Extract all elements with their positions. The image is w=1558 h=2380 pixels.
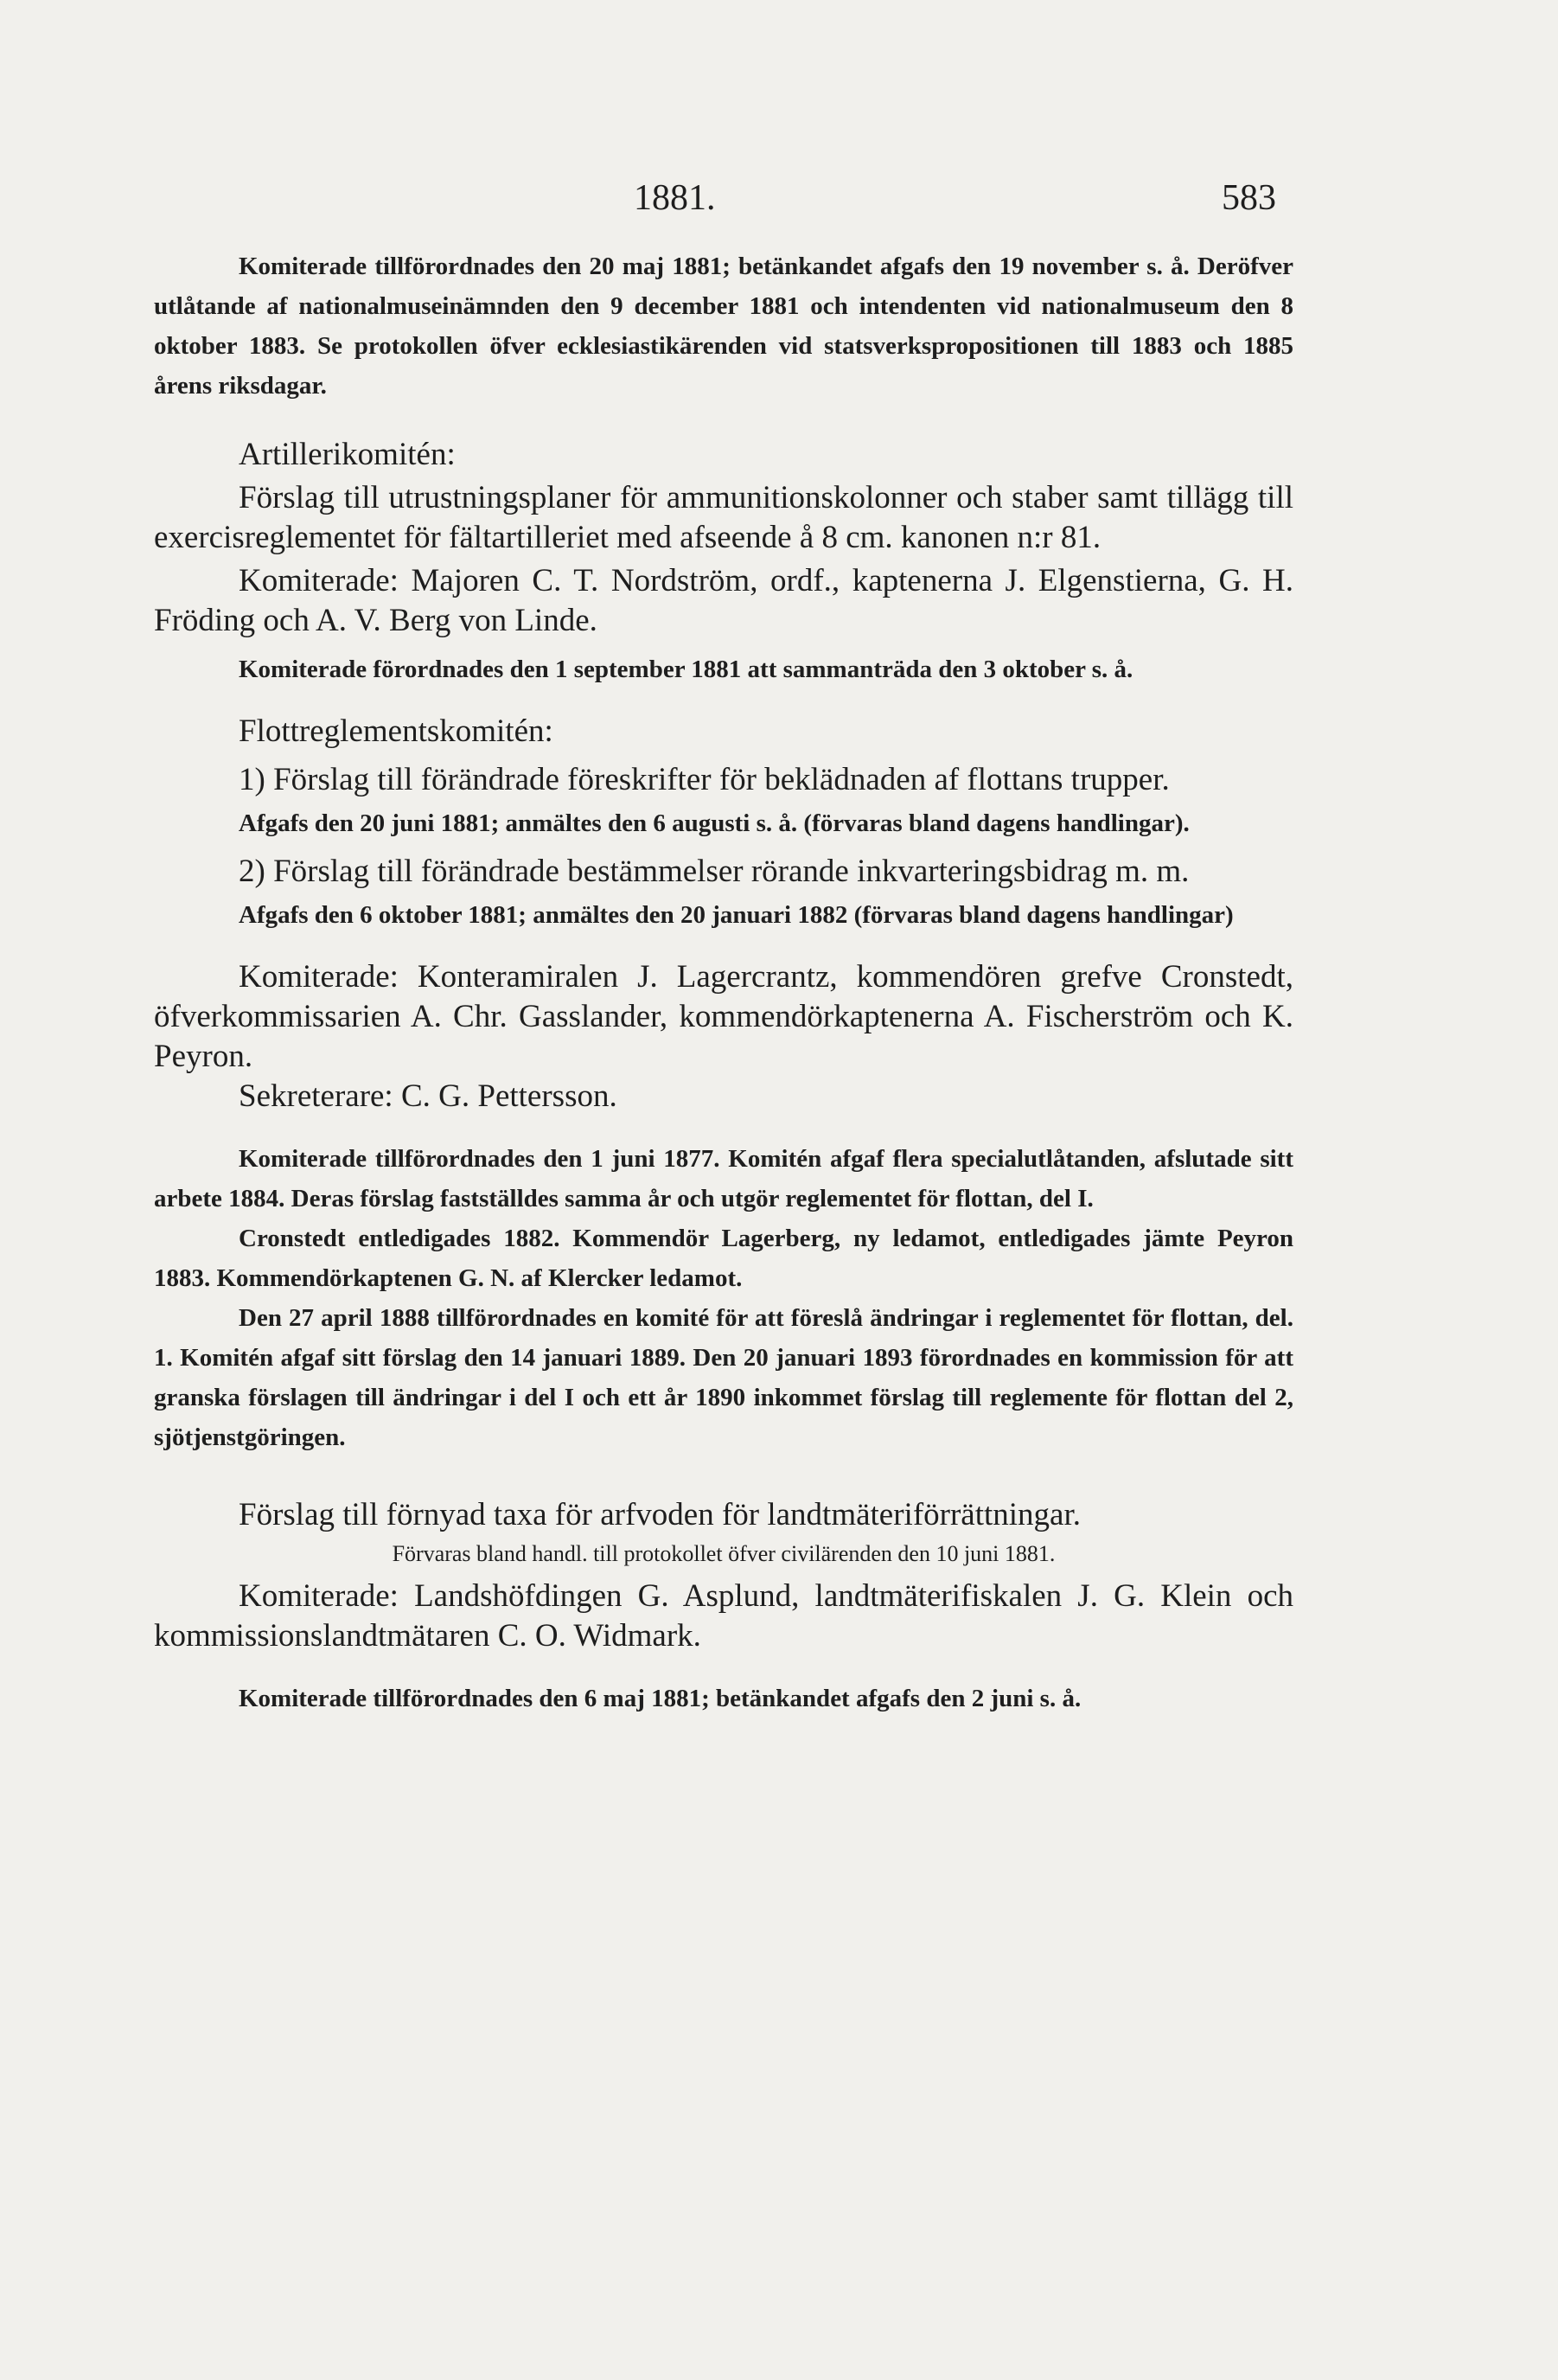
running-header <box>154 177 1293 246</box>
members-land-survey: Komiterade: Landshöfdingen G. Asplund, landtmäterifiskalen J. G. Klein och kommissionslandtmätaren C. O. Widmark. <box>154 1578 1293 1654</box>
secretary-flottreglementskomiten: Sekreterare: C. G. Pettersson. <box>239 1078 617 1114</box>
note-flottreglementskomiten-1: Komiterade tillförordnades den 1 juni 1877. Komitén afgaf flera specialutlåtanden, afslutade sitt arbete 1884. Deras förslag fastställdes samma år och utgör reglementet för flottan, del I. <box>154 1145 1293 1212</box>
note-land-survey: Komiterade tillförordnades den 6 maj 1881; betänkandet afgafs den 2 juni s. å. <box>239 1685 1082 1712</box>
note-artillerikomiten: Komiterade förordnades den 1 september 1881 att sammanträda den 3 oktober s. å. <box>239 656 1133 683</box>
committee-heading-artillerikomiten: Artillerikomitén: <box>239 437 456 472</box>
note-flottreglementskomiten-3: Den 27 april 1888 tillförordnades en komité för att föreslå ändringar i reglementet för flottan, del. 1. Komitén afgaf sitt förslag den 14 januari 1889. Den 20 januari 1893 förordnades en kommission för att granska förslagen till ändringar i del I och ett år 1890 inkommet förslag till reglemente för flottan del 2, sjötjenstgöringen. <box>154 1304 1293 1451</box>
note-uniforms: Afgafs den 20 juni 1881; anmältes den 6 augusti s. å. (förvaras bland dagens handlingar). <box>239 809 1190 837</box>
note-quartering: Afgafs den 6 oktober 1881; anmältes den 20 januari 1882 (förvaras bland dagens handlingar) <box>239 901 1234 929</box>
proposal-uniforms: 1) Förslag till förändrade föreskrifter för beklädnaden af flottans trupper. <box>239 762 1170 797</box>
committee-heading-flottreglementskomiten: Flottreglementskomitén: <box>239 713 553 749</box>
page-number: 583 <box>1222 178 1276 218</box>
members-artillerikomiten: Komiterade: Majoren C. T. Nordström, ordf., kaptenerna J. Elgenstierna, G. H. Fröding och A. V. Berg von Linde. <box>154 563 1293 638</box>
note-flottreglementskomiten-2: Cronstedt entledigades 1882. Kommendör Lagerberg, ny ledamot, entledigades jämte Peyron 1883. Kommendörkaptenen G. N. af Klercker ledamot. <box>154 1225 1293 1292</box>
proposal-ammunition: Förslag till utrustningsplaner för ammunitionskolonner och staber samt tillägg till exercisreglementet för fältartilleriet med afseende å 8 cm. kanonen n:r 81. <box>154 480 1293 555</box>
archive-note-land-survey: Förvaras bland handl. till protokollet öfver civilärenden den 10 juni 1881. <box>392 1541 1056 1566</box>
members-flottreglementskomiten: Komiterade: Konteramiralen J. Lagercrantz, kommendören grefve Cronstedt, öfverkommissarien A. Chr. Gasslander, kommendörkaptenerna A. Fischerström och K. Peyron. <box>154 959 1293 1074</box>
text-column <box>154 177 1293 1718</box>
header-year: 1881. <box>634 178 716 218</box>
proposal-land-survey-fees: Förslag till förnyad taxa för arfvoden för landtmäteriförrättningar. <box>239 1497 1081 1532</box>
proposal-quartering: 2) Förslag till förändrade bestämmelser rörande inkvarteringsbidrag m. m. <box>239 854 1190 889</box>
paragraph-1-nationalmuseum-note: Komiterade tillförordnades den 20 maj 1881; betänkandet afgafs den 19 november s. å. Deröfver utlåtande af nationalmuseinämnden den 9 december 1881 och intendenten vid nationalmuseum den 8 oktober 1883. Se protokollen öfver ecklesiastikärenden vid statsverkspropositionen till 1883 och 1885 årens riksdagar. <box>154 253 1293 400</box>
